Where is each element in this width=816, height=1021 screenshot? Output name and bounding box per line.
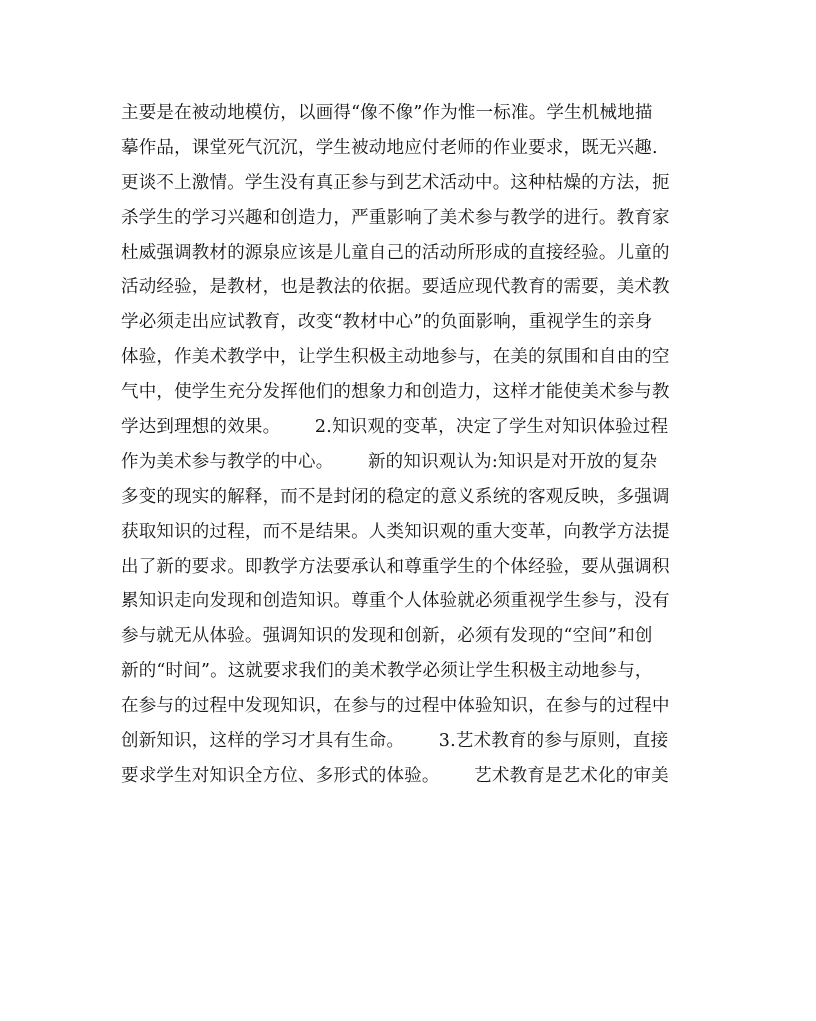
text-line: 杜威强调教材的源泉应该是儿童自己的活动所形成的直接经验。儿童的 (121, 242, 670, 263)
text-line: 新的“时间”。这就要求我们的美术教学必须让学生积极主动地参与， (121, 661, 653, 682)
text-line: 要求学生对知识全方位、多形式的体验。 艺术教育是艺术化的审美 (121, 765, 669, 786)
text-line: 杀学生的学习兴趣和创造力，严重影响了美术参与教学的进行。教育家 (121, 207, 670, 228)
text-line: 主要是在被动地模仿，以画得“像不像”作为惟一标准。学生机械地描 (121, 103, 653, 123)
text-line: 体验，作美术教学中，让学生积极主动地参与，在美的氛围和自由的空 (121, 347, 670, 368)
text-line: 更谈不上激情。学生没有真正参与到艺术活动中。这种枯燥的方法，扼 (121, 172, 670, 193)
body-text (121, 96, 701, 794)
text-line: 活动经验，是教材，也是教法的依据。要适应现代教育的需要，美术教 (121, 277, 670, 298)
text-line: 多变的现实的解释，而不是封闭的稳定的意义系统的客观反映，多强调 (121, 486, 670, 507)
text-line: 创新知识，这样的学习才具有生命。 3.艺术教育的参与原则，直接 (121, 731, 669, 752)
text-line: 学达到理想的效果。 2.知识观的变革，决定了学生对知识体验过程 (121, 417, 669, 438)
text-line: 作为美术参与教学的中心。 新的知识观认为:知识是对开放的复杂 (121, 451, 658, 472)
text-line: 气中，使学生充分发挥他们的想象力和创造力，这样才能使美术参与教 (121, 382, 670, 403)
text-line: 出了新的要求。即教学方法要承认和尊重学生的个体经验，要从强调积 (121, 556, 670, 577)
text-line: 累知识走向发现和创造知识。尊重个人体验就必须重视学生参与，没有 (121, 591, 670, 612)
text-line: 摹作品，课堂死气沉沉，学生被动地应付老师的作业要求，既无兴趣. (121, 137, 658, 158)
text-line: 在参与的过程中发现知识，在参与的过程中体验知识，在参与的过程中 (121, 696, 670, 717)
text-line: 学必须走出应试教育，改变“教材中心”的负面影响，重视学生的亲身 (121, 312, 653, 333)
text-line: 获取知识的过程，而不是结果。人类知识观的重大变革，向教学方法提 (121, 521, 670, 542)
text-line: 参与就无从体验。强调知识的发现和创新，必须有发现的“空间”和创 (121, 626, 653, 647)
